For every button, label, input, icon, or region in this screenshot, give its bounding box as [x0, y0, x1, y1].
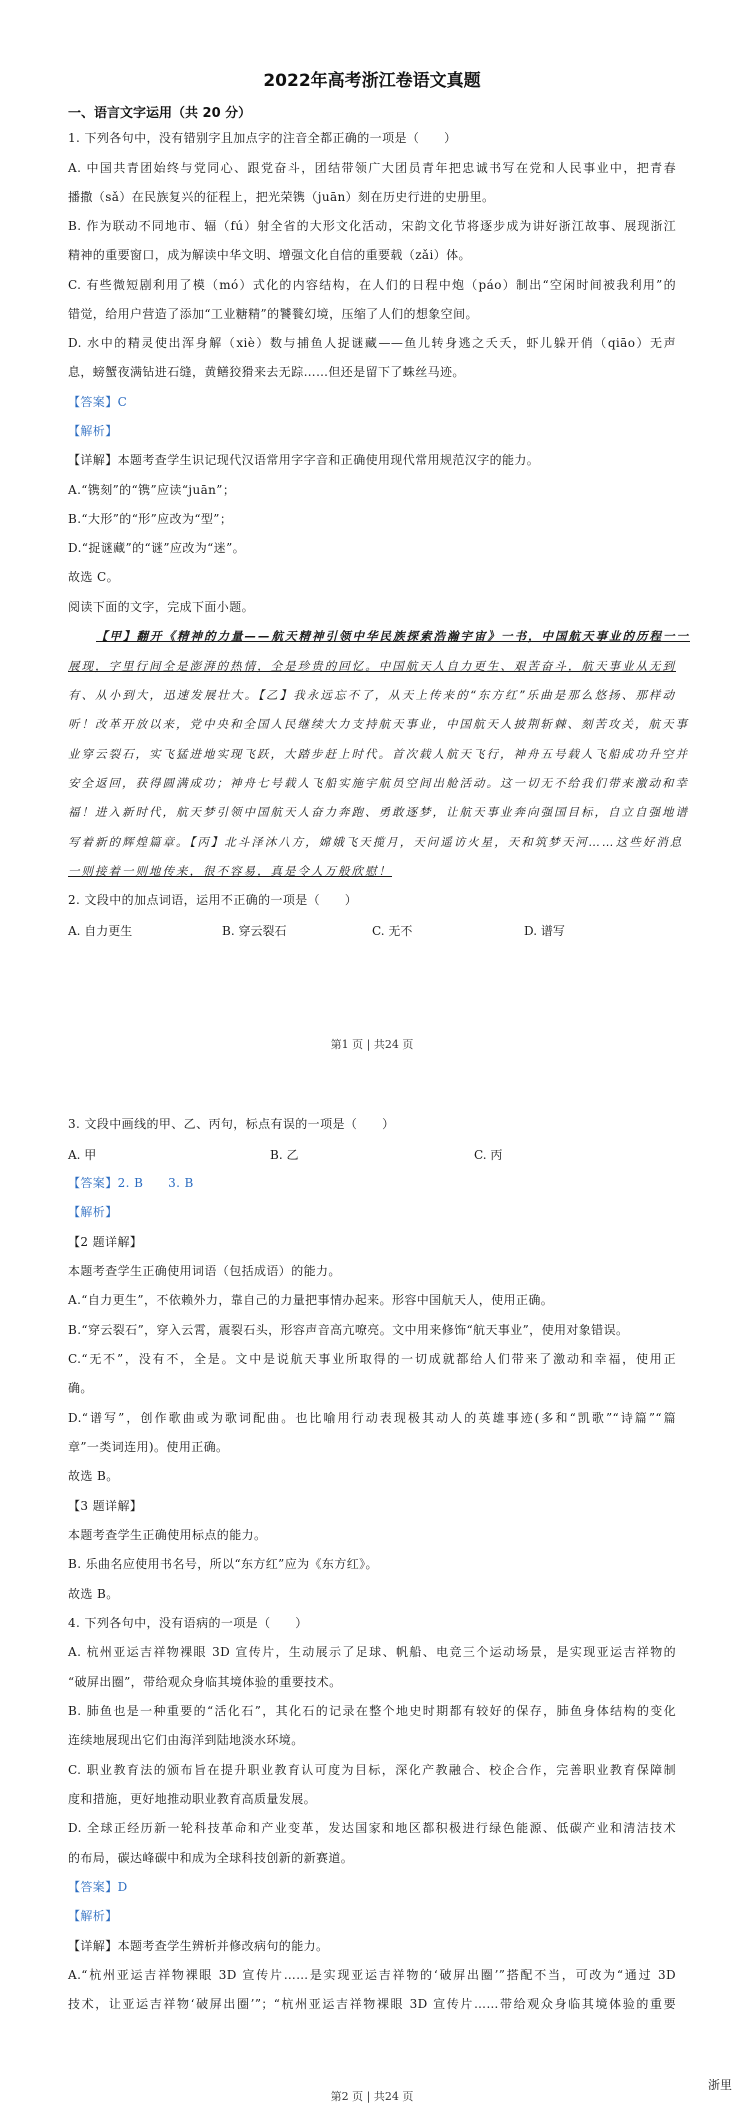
passage-line — [96, 628, 690, 644]
q3-explanation-b: B. 乐曲名应使用书名号，所以“东方红”应为《东方红》。 — [68, 1557, 378, 1571]
q1-option-d-cont: 息，螃蟹夜满钻进石缝，黄鳝狡猾来去无踪……但还是留下了蛛丝马迹。 — [68, 365, 465, 379]
passage-line: 写着新的辉煌篇章。【丙】北斗泽沐八方，嫦娥飞天揽月，天问遥访火星，天和筑梦天河……这些好消息 — [68, 835, 684, 849]
q1-option-a-cont: 播撒（sǎ）在民族复兴的征程上，把光荣镌（juān）刻在历史行进的史册里。 — [68, 190, 495, 204]
q1-conclusion: 故选 C。 — [68, 570, 119, 584]
q1-option-b: B. 作为联动不同地市、辐（fú）射全省的大形文化活动，宋韵文化节将逐步成为讲好浙江故事、展现浙江 — [68, 219, 676, 233]
q1-option-b-cont: 精神的重要窗口，成为解读中华文明、增强文化自信的重要载（zǎi）体。 — [68, 248, 471, 262]
q1-explanation-d: D.“捉谜藏”的“谜”应改为“迷”。 — [68, 541, 246, 555]
page-footer-1: 第1 页 | 共24 页 — [330, 1038, 414, 1051]
q3-detail-heading: 【3 题详解】 — [68, 1499, 143, 1513]
q3-detail-intro: 本题考查学生正确使用标点的能力。 — [68, 1528, 267, 1542]
q2-explanation-d: D.“谱写”，创作歌曲或为歌词配曲。也比喻用行动表现极其动人的英雄事迹(多和“凯歌”“诗篇”“篇 — [68, 1411, 676, 1425]
q4-explanation-a: A.“杭州亚运吉祥物裸眼 3D 宣传片……是实现亚运吉祥物的‘破屏出圈’”搭配不当，可改为“通过 3D — [68, 1968, 676, 1982]
q4-option-c-cont: 度和措施，更好地推动职业教育高质量发展。 — [68, 1792, 317, 1806]
q4-detail: 【详解】本题考查学生辨析并修改病句的能力。 — [68, 1939, 329, 1953]
q4-option-c: C. 职业教育法的颁布旨在提升职业教育认可度为目标，深化产教融合、校企合作，完善职业教育保障制 — [68, 1763, 676, 1777]
passage-line: 福！进入新时代，航天梦引领中国航天人奋力奔跑、勇敢逐梦，让航天事业奔向强国目标，自立自强地谱 — [68, 805, 689, 819]
q2-conclusion: 故选 B。 — [68, 1469, 119, 1483]
q4-answer: 【答案】D — [68, 1880, 128, 1894]
q1-option-d: D. 水中的精灵使出浑身解（xiè）数与捕鱼人捉谜藏——鱼儿转身逃之夭夭，虾儿躲开俏（qiāo）无声 — [68, 336, 676, 350]
q4-option-d: D. 全球正经历新一轮科技革命和产业变革，发达国家和地区都积极进行绿色能源、低碳产业和清洁技术 — [68, 1821, 676, 1835]
q2-stem: 2. 文段中的加点词语，运用不正确的一项是（ ） — [68, 893, 358, 907]
q2-detail-heading: 【2 题详解】 — [68, 1235, 143, 1249]
q2-detail-intro: 本题考查学生正确使用词语（包括成语）的能力。 — [68, 1264, 341, 1278]
q2-explanation-b: B.“穿云裂石”，穿入云霄，震裂石头，形容声音高亢嘹亮。文中用来修饰“航天事业”，使用对象错误。 — [68, 1323, 629, 1337]
q4-option-b: B. 肺鱼也是一种重要的“活化石”，其化石的记录在整个地史时期都有较好的保存，肺鱼身体结构的变化 — [68, 1704, 676, 1718]
q23-answer: 【答案】2. B 3. B — [68, 1176, 194, 1190]
passage-jia-line-1: 【甲】翻开《精神的力量——航天精神引领中华民族探索浩瀚宇宙》一书，中国航天事业的历程一一 — [96, 629, 690, 643]
q4-option-a-cont: “破屏出圈”，带给观众身临其境体验的重要技术。 — [68, 1675, 342, 1689]
section-heading: 一、语言文字运用（共 20 分） — [68, 106, 252, 121]
page-title: 2022年高考浙江卷语文真题 — [263, 71, 481, 91]
q4-analysis-label: 【解析】 — [68, 1909, 118, 1923]
q2-explanation-c-cont: 确。 — [68, 1381, 93, 1395]
passage-line: 安全返回，获得圆满成功；神舟七号载人飞船实施宇航员空间出舱活动。这一切无不给我们带来激动和幸 — [68, 776, 689, 790]
q2-explanation-d-cont: 章”一类词连用)。使用正确。 — [68, 1440, 229, 1454]
q4-option-a: A. 杭州亚运吉祥物裸眼 3D 宣传片，生动展示了足球、帆船、电竞三个运动场景，是实现亚运吉祥物的 — [68, 1645, 676, 1659]
q3-option-a: A. 甲 — [68, 1148, 97, 1162]
corner-watermark-text: 浙里 — [707, 2078, 732, 2092]
q2-option-c: C. 无不 — [372, 924, 413, 938]
q2-explanation-c: C.“无不”，没有不，全是。文中是说航天事业所取得的一切成就都给人们带来了激动和幸福，使用正 — [68, 1352, 676, 1366]
q2-option-d: D. 谱写 — [524, 924, 565, 938]
q4-option-b-cont: 连续地展现出它们由海洋到陆地淡水环境。 — [68, 1733, 304, 1747]
q1-explanation-a: A.“镌刻”的“镌”应读“juān”； — [68, 483, 236, 497]
q1-option-c-cont: 错觉，给用户营造了添加“工业糖精”的饕餮幻境，压缩了人们的想象空间。 — [68, 307, 478, 321]
passage-intro: 阅读下面的文字，完成下面小题。 — [68, 600, 255, 614]
q1-explanation-b: B.“大形”的“形”应改为“型”； — [68, 512, 233, 526]
q4-stem: 4. 下列各句中，没有语病的一项是（ ） — [68, 1616, 308, 1630]
q2-option-a: A. 自力更生 — [68, 924, 133, 938]
passage-line: 展现，字里行间全是澎湃的热情，全是珍贵的回忆。中国航天人自力更生、艰苦奋斗，航天事业从无到 — [68, 659, 676, 673]
passage-line: 有、从小到大，迅速发展壮大。【乙】我永远忘不了，从天上传来的“东方红”乐曲是那么悠扬、那样动 — [68, 688, 676, 702]
q2-explanation-a: A.“自力更生”，不依赖外力，靠自己的力量把事情办起来。形容中国航天人，使用正确。 — [68, 1293, 554, 1307]
q1-option-c: C. 有些微短剧利用了模（mó）式化的内容结构，在人们的日程中炮（páo）制出“空闲时间被我利用”的 — [68, 278, 676, 292]
passage-line: 一则接着一则地传来，很不容易，真是令人万般欣慰！ — [68, 864, 392, 878]
passage-line: 业穿云裂石，实飞猛进地实现飞跃，大踏步赶上时代。首次载人航天飞行，神舟五号载人飞船成功升空并 — [68, 747, 689, 761]
q1-stem: 1. 下列各句中，没有错别字且加点字的注音全都正确的一项是（ ） — [68, 131, 457, 145]
page-footer-2: 第2 页 | 共24 页 — [330, 2090, 414, 2103]
q3-option-b: B. 乙 — [270, 1148, 299, 1162]
q4-explanation-a-cont: 技术，让亚运吉祥物‘破屏出圈’”；“杭州亚运吉祥物裸眼 3D 宣传片……带给观众身临其境体验的重要 — [68, 1997, 676, 2011]
q1-analysis-label: 【解析】 — [68, 424, 118, 438]
q23-analysis-label: 【解析】 — [68, 1205, 118, 1219]
q2-option-b: B. 穿云裂石 — [222, 924, 287, 938]
q1-answer: 【答案】C — [68, 395, 128, 409]
q1-detail: 【详解】本题考查学生识记现代汉语常用字字音和正确使用现代常用规范汉字的能力。 — [68, 453, 540, 467]
q4-option-d-cont: 的布局，碳达峰碳中和成为全球科技创新的新赛道。 — [68, 1851, 354, 1865]
q3-option-c: C. 丙 — [474, 1148, 503, 1162]
passage-line: 听！改革开放以来，党中央和全国人民继续大力支持航天事业，中国航天人披荆斩棘、刻苦攻关，航天事 — [68, 717, 689, 731]
q3-stem: 3. 文段中画线的甲、乙、丙句，标点有误的一项是（ ） — [68, 1117, 395, 1131]
q1-option-a: A. 中国共青团始终与党同心、跟党奋斗，团结带领广大团员青年把忠诚书写在党和人民事业中，把青春 — [68, 161, 676, 175]
q3-conclusion: 故选 B。 — [68, 1587, 119, 1601]
